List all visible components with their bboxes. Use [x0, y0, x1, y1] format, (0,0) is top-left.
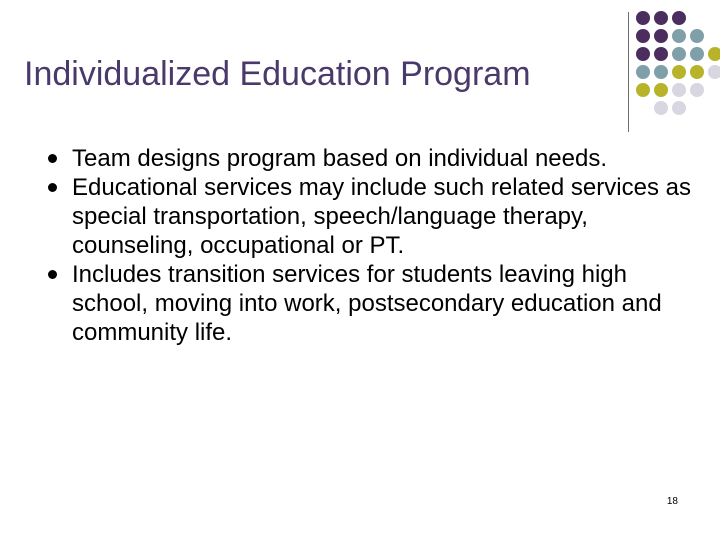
decorative-dot: [690, 83, 704, 97]
decorative-dot: [636, 83, 650, 97]
decorative-dot: [654, 83, 668, 97]
decorative-dot: [636, 11, 650, 25]
bullet-dot-icon: [48, 154, 57, 163]
bullet-list: [46, 144, 696, 347]
decorative-dot: [654, 29, 668, 43]
bullet-item: [46, 260, 696, 347]
bullet-item: [46, 173, 696, 260]
decorative-dot: [708, 65, 720, 79]
decorative-dot: [672, 65, 686, 79]
page-number: 18: [666, 496, 678, 507]
bullet-dot-icon: [48, 270, 57, 279]
decorative-dot: [654, 101, 668, 115]
decorative-dot: [672, 29, 686, 43]
decorative-dot: [672, 83, 686, 97]
decorative-dot: [636, 65, 650, 79]
decorative-dot: [708, 47, 720, 61]
bullet-text: Team designs program based on individual needs.: [72, 145, 607, 172]
decorative-dot: [672, 47, 686, 61]
decorative-dot: [672, 11, 686, 25]
decorative-dot: [654, 11, 668, 25]
decorative-dot-grid: [0, 0, 720, 140]
decorative-dot: [654, 47, 668, 61]
slide-title: Individualized Education Program: [24, 55, 531, 93]
decorative-dot: [636, 29, 650, 43]
decorative-dot: [690, 29, 704, 43]
decorative-dot: [690, 65, 704, 79]
decorative-dot: [672, 101, 686, 115]
bullet-text: Includes transition services for students leaving high school, moving into work, postsecondary education and community life.: [72, 261, 662, 346]
bullet-dot-icon: [48, 183, 57, 192]
decorative-dot: [636, 47, 650, 61]
bullet-item: [46, 144, 696, 173]
decorative-dot: [690, 47, 704, 61]
decorative-dot: [654, 65, 668, 79]
bullet-text: Educational services may include such related services as special transportation, speech/language therapy, counseling, occupational or PT.: [72, 174, 691, 259]
